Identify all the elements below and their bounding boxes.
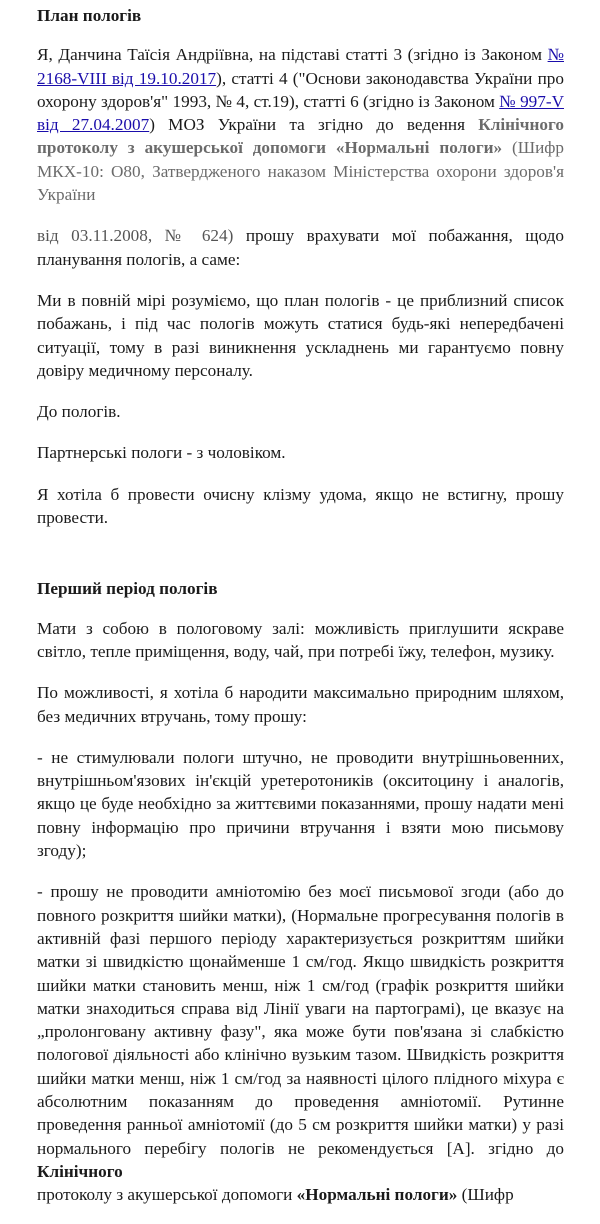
law-link-997[interactable]: № 997-V від 27.04.2007 (37, 91, 564, 135)
cut-off-line (37, 1183, 564, 1206)
law-link-2168[interactable]: № 2168-VIII від 19.10.2017 (37, 45, 564, 88)
protocol-name: Клінічного протоколу з акушерської допомоги «Нормальні пологи» (37, 115, 564, 158)
enema-paragraph: Я хотіла б провести очисну клізму удома, якщо не встигну, прошу провести. (37, 484, 564, 528)
amniotomy-bold: Клінічного (37, 1161, 123, 1181)
understanding-paragraph: Ми в повній мірі розуміємо, що план пологів - це приблизний список побажань, і під час пологів можуть статися будь-які непередбачені ситуації, тому в разі виникнення ускладнень ми гарантуємо повну довіру медичному персоналу. (37, 290, 564, 380)
section-title-first-period: Перший період пологів (37, 579, 218, 599)
partner-birth-paragraph: Партнерські пологи - з чоловіком. (37, 443, 286, 463)
amniotomy-text: - прошу не проводити амніотомію без моєї письмової згоди (або до повного розкриття шийки матки), (Нормальне прогресування пологів в активній фазі першого періоду характеризується розкриттям шийки матки зі швидкістю щонайменше 1 см/год. Якщо швидкість розкриття шийки матки становить менш, ніж 1 см/год (графік розкриття шийки матки знаходиться справа від Лінії уваги на партограмі), це вказує на „пролонговану активну фазу", яка може бути пов'язана зі слабкістю пологової діяльності або клінічно вузьким тазом. Швидкість розкриття шийки матки менш, ніж 1 см/год за наявності цілого плідного міхура є абсолютним показанням до проведення амніотомії. Рутинне проведення ранньої амніотомії (до 5 см розкриття шийки матки) у разі нормального перебігу пологів не рекомендується [А]. згідно до (37, 882, 564, 1158)
before-birth-paragraph: До пологів. (37, 402, 121, 422)
cut-off-bold: «Нормальні пологи» (296, 1185, 458, 1205)
natural-birth-paragraph: По можливості, я хотіла б народити максимально природним шляхом, без медичних втручань, тому прошу: (37, 683, 564, 726)
intro-text-4: (Шифр МКХ-10: О80, Затвердженого наказом Міністерства охорони здоров'я України (37, 138, 565, 205)
intro-paragraph (37, 43, 564, 206)
order-rest: прошу врахувати мої побажання, щодо планування пологів, а саме: (37, 226, 564, 269)
cut-off-text-c: (Шифр (457, 1185, 514, 1205)
intro-text-3: ) МОЗ України та згідно до ведення (149, 115, 479, 135)
intro-text-2: ), статті 4 ("Основи законодавства України про охорону здоров'я" 1993, № 4, ст.19), статті 6 (згідно із Законом (37, 68, 564, 111)
amniotomy-paragraph (37, 880, 564, 1183)
no-stimulation-paragraph: - не стимулювали пологи штучно, не проводити внутрішньовенних, внутрішньом'язових ін'єкцій уретеротоників (окситоцину і аналогів, якщо це буде необхідно за життєвими показаннями, прошу надати мені повну інформацію про причини втручання і взяти мою письмову згоду); (37, 747, 564, 861)
order-paragraph (37, 224, 564, 271)
delivery-room-paragraph: Мати з собою в пологовому залі: можливість приглушити яскраве світло, тепле приміщення, воду, чай, при потребі їжу, телефон, музику. (37, 618, 564, 661)
section-title-birth-plan: План пологів (37, 6, 142, 25)
document-body (37, 4, 564, 1224)
intro-text-1: Я, Данчина Таїсія Андріївна, на підставі статті 3 (згідно із Законом (37, 45, 548, 65)
order-date: від 03.11.2008, № 624) (37, 226, 234, 246)
cut-off-text-a: протоколу з акушерської допомоги (37, 1185, 297, 1205)
